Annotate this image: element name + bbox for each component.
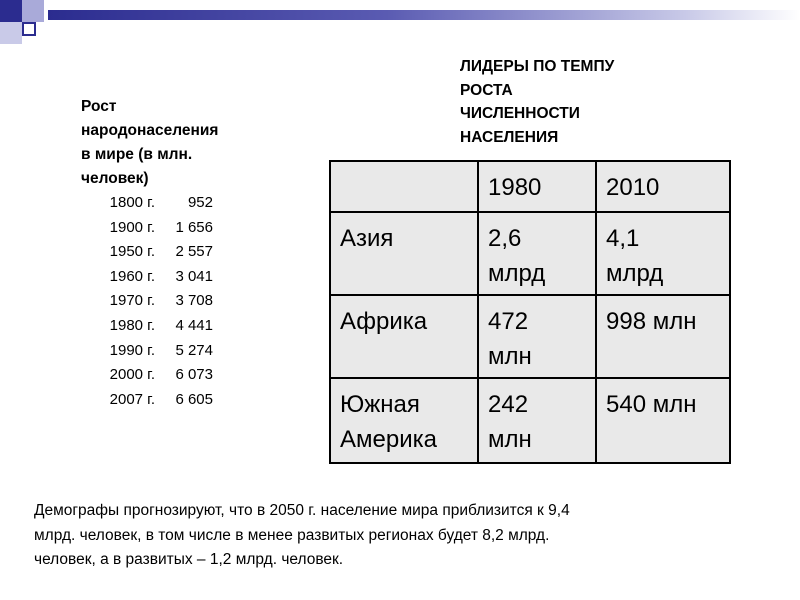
population-row [74,268,213,293]
population-row [74,342,213,367]
population-value: 952 [187,194,213,211]
table-header-cell: 1980 [478,161,596,212]
population-value: 3 708 [175,292,213,310]
region-cell: Южная Америка [330,378,478,463]
population-row [74,366,213,391]
population-row [74,194,213,219]
table-cell: 242 млн [478,378,596,463]
decor-square-outline [22,22,36,36]
population-year: 1980 г. [109,316,155,334]
population-value: 6 073 [175,366,213,384]
decor-square [0,0,22,22]
population-value: 1 656 [175,218,213,236]
table-cell: 998 млн [596,295,730,378]
population-growth-title: Рост народонаселения в мире (в млн. человек) [81,98,219,187]
region-cell: Азия [330,212,478,295]
table-cell: 2,6 млрд [478,212,596,295]
population-list [74,194,213,415]
population-value: 6 605 [175,390,213,408]
slide-header-decoration [0,0,800,48]
population-year: 2007 г. [109,390,155,408]
population-value: 5 274 [175,341,213,359]
population-row [74,243,213,268]
population-row [74,292,213,317]
population-year: 2000 г. [109,366,155,384]
table-row [330,212,730,295]
population-row [74,391,213,416]
table-header-row [330,161,730,212]
table-row [330,378,730,463]
decor-square [22,0,44,22]
population-year: 1900 г. [109,218,155,236]
population-value: 4 441 [175,316,213,334]
forecast-note: Демографы прогнозируют, что в 2050 г. население мира приблизится к 9,4 млрд. человек, в том числе в менее развитых регионах будет 8,2 млрд. человек, а в развитых – 1,2 млрд. человек. [34,502,570,568]
population-year: 1990 г. [109,341,155,359]
population-row [74,219,213,244]
population-year: 1950 г. [109,243,155,261]
table-header-cell: 2010 [596,161,730,212]
population-year: 1800 г. [109,194,155,211]
population-year: 1970 г. [109,292,155,310]
population-value: 3 041 [175,267,213,285]
population-year: 1960 г. [109,267,155,285]
table-cell: 4,1 млрд [596,212,730,295]
table-cell: 540 млн [596,378,730,463]
decor-square [0,22,22,44]
decor-gradient-bar [48,10,800,20]
table-header-cell [330,161,478,212]
table-cell: 472 млн [478,295,596,378]
population-value: 2 557 [175,243,213,261]
region-cell: Африка [330,295,478,378]
growth-leaders-title: ЛИДЕРЫ ПО ТЕМПУ РОСТА ЧИСЛЕННОСТИ НАСЕЛЕНИЯ [460,58,615,146]
table-row [330,295,730,378]
population-row [74,317,213,342]
growth-leaders-table [329,160,731,464]
